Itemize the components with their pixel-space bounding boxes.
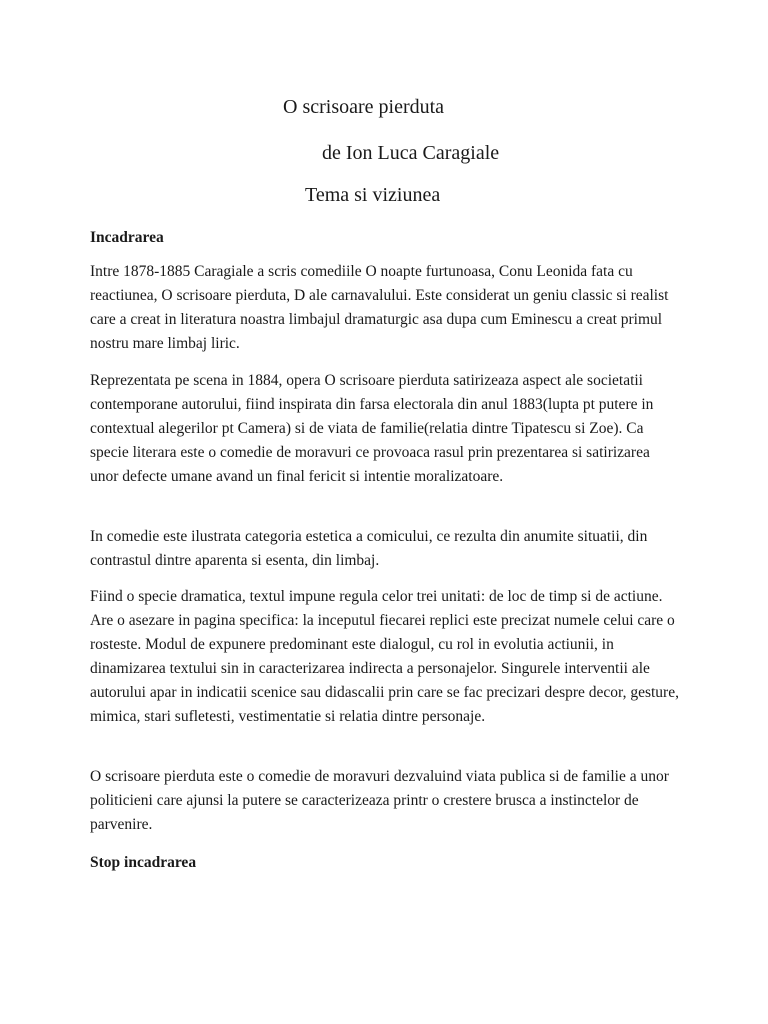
document-title: O scrisoare pierduta	[283, 96, 445, 118]
paragraph-text: O scrisoare pierduta este o comedie de moravuri dezvaluind viata publica si de familie a unor politicieni care ajunsi la putere se caracterizeaza printr o crestere brusca a instinctelor de parvenire.	[90, 768, 669, 833]
paragraph-text: Reprezentata pe scena in 1884, opera O scrisoare pierduta satirizeaza aspect ale societatii contemporane autorului, fiind inspirata din farsa electorala din anul 1883(lupta pt putere in contextual alegerilor pt Camera) si de viata de familie(relatia dintre Tipatescu si Zoe). Ca specie literara este o comedie de moravuri ce provoaca rasul prin prezentarea si satirizarea unor defecte umane avand un final fericit si intentie moralizatoare.	[90, 372, 654, 485]
paragraph-2	[90, 369, 680, 489]
paragraph-1	[90, 260, 680, 356]
closing-heading: Stop incadrarea	[90, 854, 197, 871]
paragraph-3	[90, 525, 680, 573]
paragraph-4	[90, 585, 680, 729]
paragraph-text: In comedie este ilustrata categoria estetica a comicului, ce rezulta din anumite situatii, din contrastul dintre aparenta si esenta, din limbaj.	[90, 528, 648, 569]
paragraph-text: Intre 1878-1885 Caragiale a scris comediile O noapte furtunoasa, Conu Leonida fata cu reactiunea, O scrisoare pierduta, D ale carnavalului. Este considerat un geniu classic si realist care a creat in literatura noastra limbajul dramaturgic asa dupa cum Eminescu a creat primul nostru mare limbaj liric.	[90, 263, 669, 352]
document-subtitle: Tema si viziunea	[305, 184, 441, 206]
section-heading: Incadrarea	[90, 229, 164, 246]
paragraph-text: Fiind o specie dramatica, textul impune regula celor trei unitati: de loc de timp si de actiune. Are o asezare in pagina specifica: la inceputul fiecarei replici este precizat numele celui care o rosteste. Modul de expunere predominant este dialogul, cu rol in evolutia actiunii, in dinamizarea textului sin in caracterizarea indirecta a personajelor. Singurele interventii ale autorului apar in indicatii scenice sau didascalii prin care se fac precizari despre decor, gesture, mimica, stari sufletesti, vestimentatie si relatia dintre personaje.	[90, 588, 679, 725]
paragraph-5	[90, 765, 680, 837]
author-line: de Ion Luca Caragiale	[322, 142, 500, 164]
